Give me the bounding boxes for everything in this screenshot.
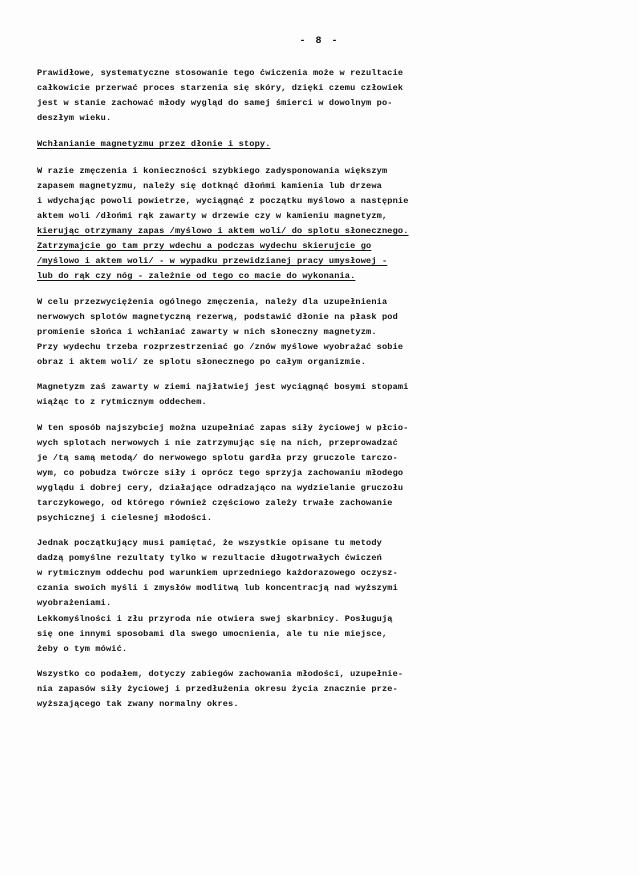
paragraph-2-line: promienie słońca i wchłaniać zawarty w nich słoneczny magnetyzm. — [37, 327, 377, 337]
paragraph-4-line: je /tą samą metodą/ do nerwowego splotu gardła przy gruczole tarczo- — [37, 453, 398, 463]
paragraph-1-line: aktem woli /dłońmi rąk zawarty w drzewie czy w kamieniu magnetyzm, — [37, 211, 388, 221]
paragraph-3-line: Magnetyzm zaś zawarty w ziemi najłatwiej jest wyciągnąć bosymi stopami — [37, 382, 409, 392]
paragraph-7-line: nia zapasów siły życiowej i przedłużenia okresu życia znacznie prze- — [37, 684, 398, 694]
paragraph-1-underlined-line: lub do rąk czy nóg - zależnie od tego co macie do wykonania. — [37, 271, 356, 281]
paragraph-5-line: wyobrażeniami. — [37, 598, 112, 608]
paragraph-1-underlined-line: kierując otrzymany zapas /myślowo i aktem woli/ do splotu słonecznego. — [37, 226, 409, 236]
intro-line: całkowicie przerwać proces starzenia się skóry, dzięki czemu człowiek — [37, 83, 404, 93]
paragraph-7-line: wyższającego tak zwany normalny okres. — [37, 699, 239, 709]
intro-line: Prawidłowe, systematyczne stosowanie tego ćwiczenia może w rezultacie — [37, 68, 404, 78]
paragraph-2-line: W celu przezwyciężenia ogólnego zmęczenia, należy dla uzupełnienia — [37, 297, 388, 307]
paragraph-2-line: Przy wydechu trzeba rozprzestrzeniać go /znów myślowe wyobrażać sobie — [37, 342, 404, 352]
paragraph-4-line: wyglądu i dobrej cery, działające odradzająco na wydzielanie gruczołu — [37, 483, 404, 493]
paragraph-1-line: zapasem magnetyzmu, należy się dotknąć dłońmi kamienia lub drzewa — [37, 181, 382, 191]
paragraph-4-line: tarczykowego, od którego również częściowo zależy trwałe zachowanie — [37, 498, 393, 508]
paragraph-5-line: czania swoich myśli i zmysłów modlitwą lub koncentracją nad wyższymi — [37, 583, 398, 593]
paragraph-7-line: Wszystko co podałem, dotyczy zabiegów zachowania młodości, uzupełnie- — [37, 669, 404, 679]
paragraph-4-line: W ten sposób najszybciej można uzupełniać zapas siły życiowej w płcio- — [37, 423, 409, 433]
paragraph-5-line: Jednak początkujący musi pamiętać, że wszystkie opisane tu metody — [37, 538, 382, 548]
paragraph-5-line: w rytmicznym oddechu pod warunkiem uprzedniego każdorazowego oczysz- — [37, 568, 398, 578]
paragraph-1-underlined-line: /myślowo i aktem woli/ - w wypadku przewidzianej pracy umysłowej - — [37, 256, 388, 266]
paragraph-3-line: wiążąc to z rytmicznym oddechem. — [37, 397, 207, 407]
intro-line: deszłym wieku. — [37, 113, 112, 123]
paragraph-4-line: wych splotach nerwowych i nie zatrzymując się na nich, przeprowadzać — [37, 438, 398, 448]
intro-line: jest w stanie zachować młody wygląd do samej śmierci w dowolnym po- — [37, 98, 393, 108]
paragraph-6-line: Lekkomyślności i złu przyroda nie otwiera swej skarbnicy. Posługują — [37, 614, 393, 624]
paragraph-1-line: i wdychając powoli powietrze, wyciągnąć z początku myślowo a następnie — [37, 196, 409, 206]
paragraph-4-line: psychicznej i cielesnej młodości. — [37, 513, 213, 523]
paragraph-6-line: się one innymi sposobami dla swego umocnienia, ale tu nie miejsce, — [37, 629, 388, 639]
paragraph-2-line: obraz i aktem woli/ ze splotu słonecznego po całym organizmie. — [37, 357, 367, 367]
paragraph-1-underlined-line: Zatrzymajcie go tam przy wdechu a podczas wydechu skierujcie go — [37, 241, 372, 251]
section-heading: Wchłanianie magnetyzmu przez dłonie i stopy. — [37, 139, 271, 149]
paragraph-4-line: wym, co pobudza twórcze siły i oprócz tego sprzyja zachowaniu młodego — [37, 468, 404, 478]
paragraph-1-line: W razie zmęczenia i konieczności szybkiego zadysponowania większym — [37, 166, 388, 176]
paragraph-6-line: żeby o tym mówić. — [37, 644, 128, 654]
paragraph-2-line: nerwowych splotów magnetyczną rezerwą, podstawić dłonie na płask pod — [37, 312, 398, 322]
paragraph-5-line: dadzą pomyślne rezultaty tylko w rezultacie długotrwałych ćwiczeń — [37, 553, 382, 563]
page-number: - 8 - — [299, 36, 340, 47]
